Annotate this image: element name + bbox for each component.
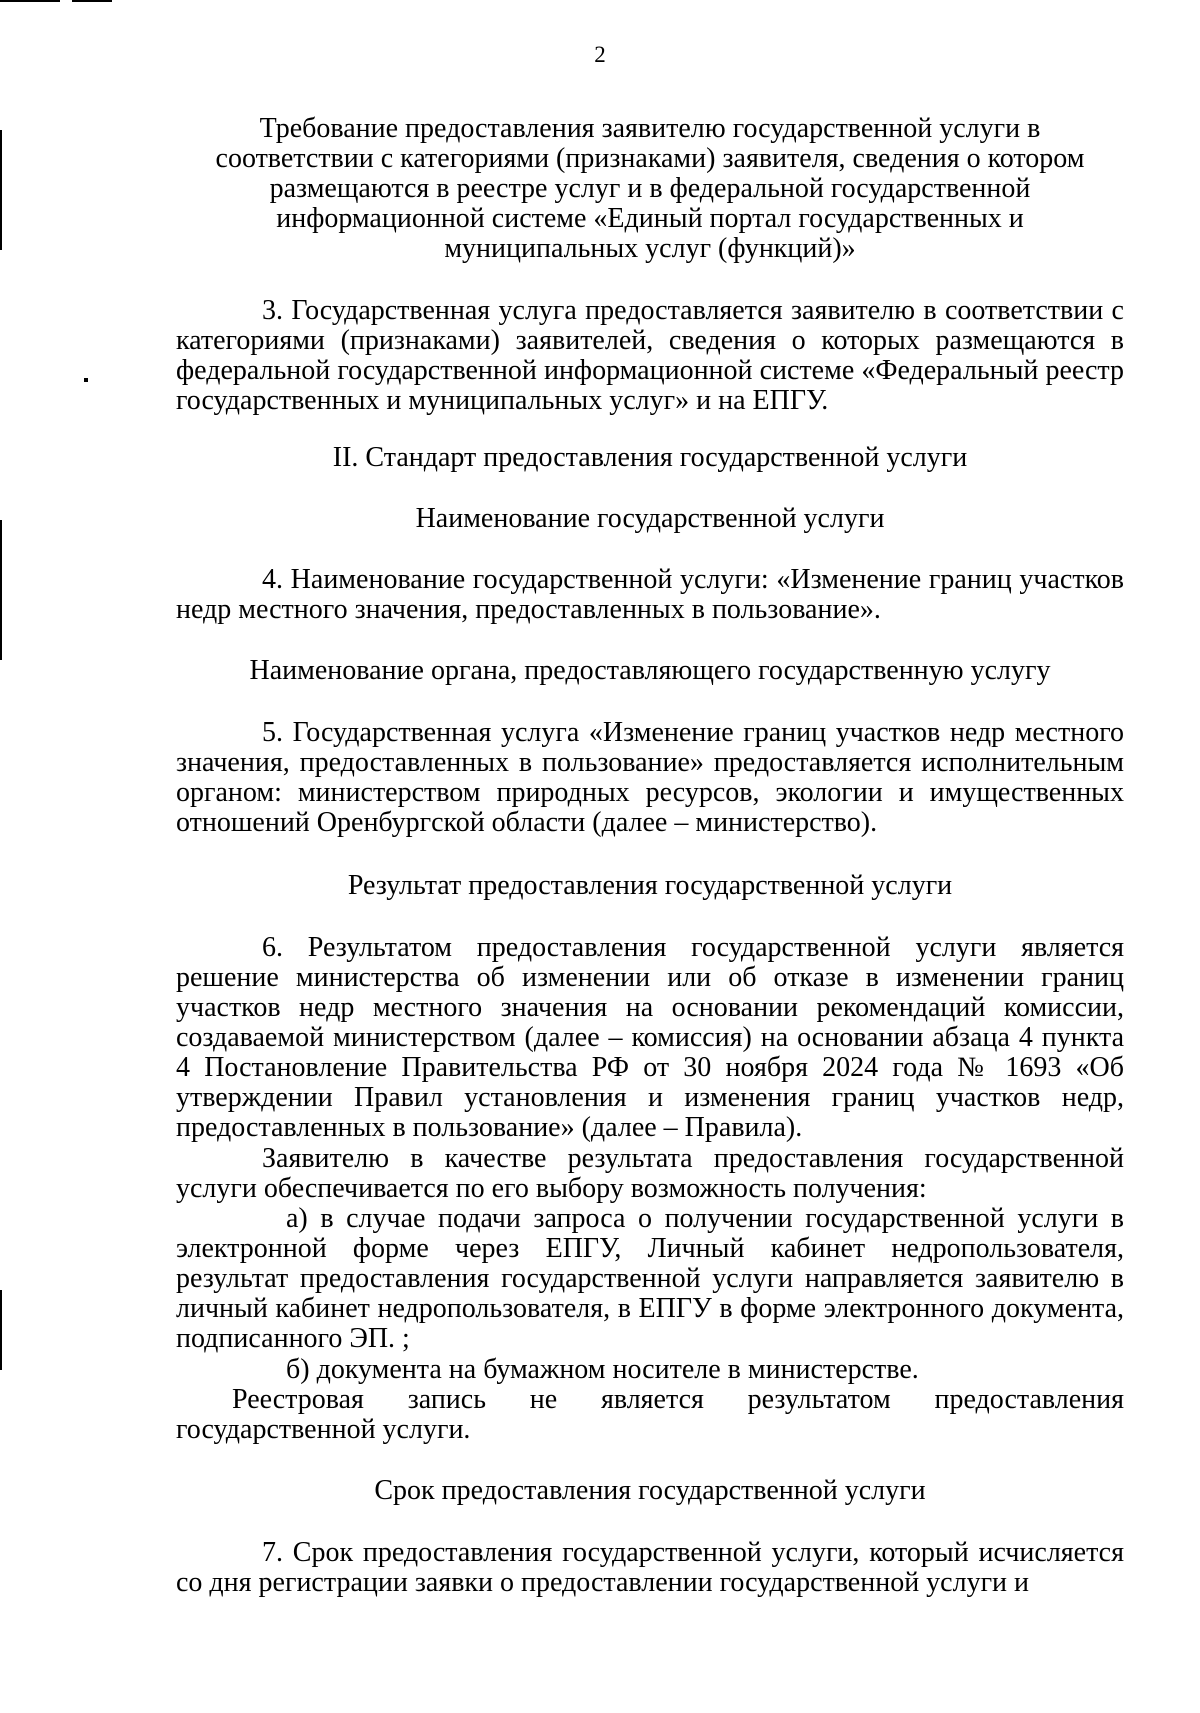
title-line: соответствии с категориями (признаками) заявителя, сведения о котором: [215, 143, 1085, 174]
registry-line: Реестровая запись не является результатом предоставления: [232, 1384, 1124, 1415]
title-line: размещаются в реестре услуг и в федеральной государственной: [269, 173, 1031, 204]
paragraph-6-a: а) в случае подачи запроса о получении государственной услуги в электронной форме через ЕПГУ, Личный кабинет недропользователя, результат предоставления государственной услуги направляется заявителю в личный кабинет недропользователя, в ЕПГУ в форме электронного документа, подписанного ЭП. ;: [176, 1203, 1124, 1354]
section-heading-2: II. Стандарт предоставления государственной услуги: [332, 442, 968, 473]
registry-line: государственной услуги.: [176, 1414, 471, 1445]
paragraph-7: 7. Срок предоставления государственной услуги, который исчисляется со дня регистрации заявки о предоставлении государственной услуги и: [176, 1537, 1124, 1598]
scan-edge-top-left: [0, 0, 60, 2]
heading-service-name: Наименование государственной услуги: [415, 503, 885, 534]
scan-dot: [84, 378, 88, 382]
scan-edge-top-left-2: [72, 0, 112, 2]
paragraph-6-b: б) документа на бумажном носителе в министерстве.: [286, 1354, 919, 1385]
document-title: [176, 114, 1124, 264]
scan-edge-left-3: [0, 1290, 2, 1370]
heading-organ: Наименование органа, предоставляющего государственную услугу: [249, 655, 1051, 686]
paragraph-6: 6. Результатом предоставления государственной услуги является решение министерства об изменении или об отказе в изменении границ участков недр местного значения на основании рекомендаций комиссии, создаваемой министерством (далее – комиссия) на основании абзаца 4 пункта 4 Постановление Правительства РФ от 30 ноября 2024 года № 1693 «Об утверждении Правил установления и изменения границ участков недр, предоставленных в пользование» (далее – Правила).: [176, 932, 1124, 1143]
paragraph-5: 5. Государственная услуга «Изменение границ участков недр местного значения, предоставленных в пользование» предоставляется исполнительным органом: министерством природных ресурсов, экологии и имущественных отношений Оренбургской области (далее – министерство).: [176, 717, 1124, 838]
paragraph-3: 3. Государственная услуга предоставляется заявителю в соответствии с категориями (признаками) заявителей, сведения о которых размещаются в федеральной государственной информационной системе «Федеральный реестр государственных и муниципальных услуг» и на ЕПГУ.: [176, 295, 1124, 416]
paragraph-4: 4. Наименование государственной услуги: «Изменение границ участков недр местного значения, предоставленных в пользование».: [176, 564, 1124, 625]
page-number: 2: [594, 42, 606, 67]
paragraph-6-receipt: Заявителю в качестве результата предоставления государственной услуги обеспечивается по его выбору возможность получения:: [176, 1143, 1124, 1204]
heading-result: Результат предоставления государственной услуги: [347, 870, 953, 901]
title-line: информационной системе «Единый портал государственных и: [276, 203, 1024, 234]
scan-edge-left: [0, 130, 2, 250]
paragraph-6-registry: [176, 1385, 1124, 1445]
scan-edge-left-2: [0, 520, 2, 660]
title-line: муниципальных услуг (функций)»: [444, 233, 856, 264]
title-line: Требование предоставления заявителю государственной услуги в: [259, 113, 1041, 144]
heading-term: Срок предоставления государственной услуги: [374, 1475, 926, 1506]
